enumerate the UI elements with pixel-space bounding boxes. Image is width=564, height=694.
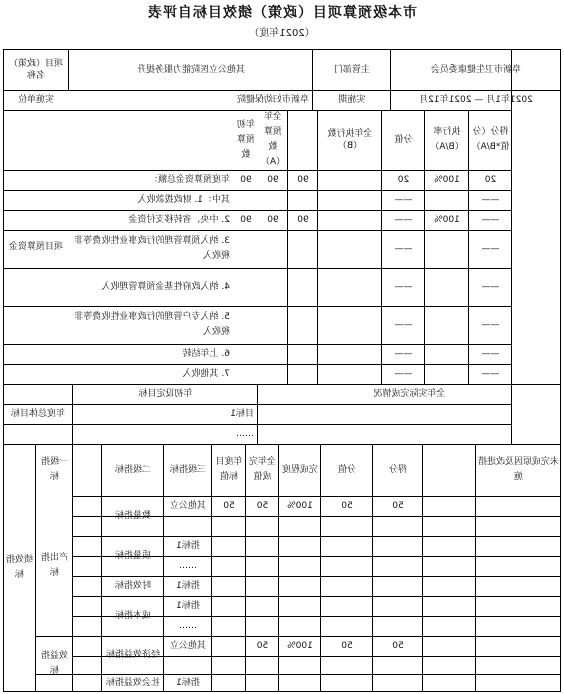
ind-header-reason: 未完成原因及改进措施 [477,457,559,482]
output-indicator-label: 产出指标 [41,553,69,578]
fund-row-weight: —— [394,349,413,359]
form-title: 市本级预算项目（政策）绩效目标自评表 [147,5,417,21]
goals-item-1: 目标1 [230,409,254,419]
fund-row-weight: —— [394,215,413,225]
ind-header-level3: 三级指标 [170,464,207,475]
ind-row-degree: 100% [287,641,313,651]
fund-row-label: 其中：1. 财政拨款收入 [137,195,230,205]
fund-row-label: 年度预算资金总额： [148,175,230,185]
fund-row-score: —— [481,215,500,225]
goals-ellipsis: …… [236,429,254,439]
fund-row-weight: —— [394,369,413,379]
ind-row-level3: 指标1 [176,541,200,551]
goals-actual-label: 全年实际完成情况 [373,389,446,399]
fund-row-label: 3. 纳入预算管理的行政事业性收费等非税收入 [74,236,230,261]
fund-row-initial: 90 [240,175,252,185]
quantity-indicator-label: 数量指标 [115,510,152,521]
funds-header-rate: 执行率（B/A） [430,127,464,152]
funds-header-score: 得分（分值*B/A） [471,127,510,152]
fund-row-full-year: 90 [267,175,279,185]
ind-header-score: 得分 [389,465,408,475]
ind-row-level3: 其他公立 [170,501,207,511]
economic-indicator-label: 经济效益指标 [106,649,161,660]
fund-row-label: 6. 上年结转 [182,349,230,359]
funds-header-weight: 分值 [394,135,413,145]
indicators-side-label: 绩效指标 [6,555,34,580]
ind-header-level1: 一级指标 [41,457,69,482]
fund-row-weight: —— [394,195,413,205]
ind-row-weight: 50 [341,501,353,511]
fund-row-initial: 90 [240,215,252,225]
ind-row-actual: 50 [256,641,269,651]
ind-row-level3: …… [179,561,197,571]
fund-row-label: 4. 纳入政府性基金预算管理收入 [101,281,230,292]
fund-row-score: —— [481,369,500,379]
dept-label: 主管部门 [334,64,371,75]
fund-row-executed: 90 [297,175,309,185]
time-indicator-label: 时效指标 [115,580,152,591]
ind-row-level3: 指标1 [176,581,200,591]
fund-row-rate: 100% [434,175,460,185]
ind-header-degree: 完成程度 [282,465,319,475]
form-year: （2021年度） [249,28,315,39]
fund-row-score: —— [481,349,500,359]
ind-header-target: 年度目标值 [215,457,243,482]
fund-row-weight: —— [394,320,413,330]
dept-value: 阜新市卫生健康委员会 [431,64,522,75]
ind-row-degree: 100% [287,501,313,511]
ind-row-target: 50 [223,501,235,511]
fund-row-weight: —— [394,282,413,292]
benefit-indicator-label: 效益指标 [41,651,69,676]
funds-section-label: 项目预算资金 [9,242,64,252]
period-value: 2021年1月 — 2021年12月 [419,95,533,105]
ind-header-weight: 分值 [338,465,357,475]
period-label: 实施期 [338,95,366,105]
impl-value: 阜新市妇幼保健院 [236,95,309,105]
fund-row-weight: 20 [397,175,410,185]
ind-row-level3: 其他公立 [170,641,207,651]
ind-row-actual: 50 [256,501,269,511]
fund-row-weight: —— [394,244,413,254]
funds-header-full-year: 全年预算数（A） [260,112,286,167]
ind-row-level3: …… [179,621,197,631]
fund-row-rate: 100% [434,215,460,225]
ind-row-level3: 指标1 [176,678,200,688]
fund-row-score: 20 [484,175,497,185]
fund-row-executed: 90 [297,215,309,225]
fund-row-score: —— [481,195,500,205]
fund-row-score: —— [481,244,500,254]
ind-row-level3: 指标1 [176,601,200,611]
cost-indicator-label: 成本指标 [115,610,152,621]
project-name-value: 其他公立医院能力服务提升 [137,64,246,75]
ind-header-actual: 全年完成值 [249,457,277,482]
goals-section-label: 年度总体目标 [11,409,66,419]
funds-header-executed: 全年执行数（B） [327,129,373,151]
impl-label: 实施单位 [18,95,55,105]
fund-row-score: —— [481,282,500,292]
ind-row-weight: 50 [341,641,353,651]
quality-indicator-label: 质量指标 [115,550,152,561]
ind-row-score: 50 [392,501,404,511]
social-indicator-label: 社会效益指标 [106,677,161,688]
fund-row-label: 2. 中央、省转移支付资金 [128,215,230,225]
project-name-label: 项目（政策）名称 [9,58,64,81]
funds-header-initial: 年初预算数 [237,119,256,160]
fund-row-label: 7. 其他收入 [182,369,230,379]
fund-row-score: —— [481,320,500,330]
goals-initial-label: 年初设定目标 [138,389,193,399]
fund-row-label: 5. 纳入专户管理的行政事业性收费等非税收入 [74,312,230,337]
ind-header-level2: 二级指标 [115,464,152,475]
fund-row-full-year: 90 [267,215,279,225]
ind-row-score: 50 [392,641,404,651]
